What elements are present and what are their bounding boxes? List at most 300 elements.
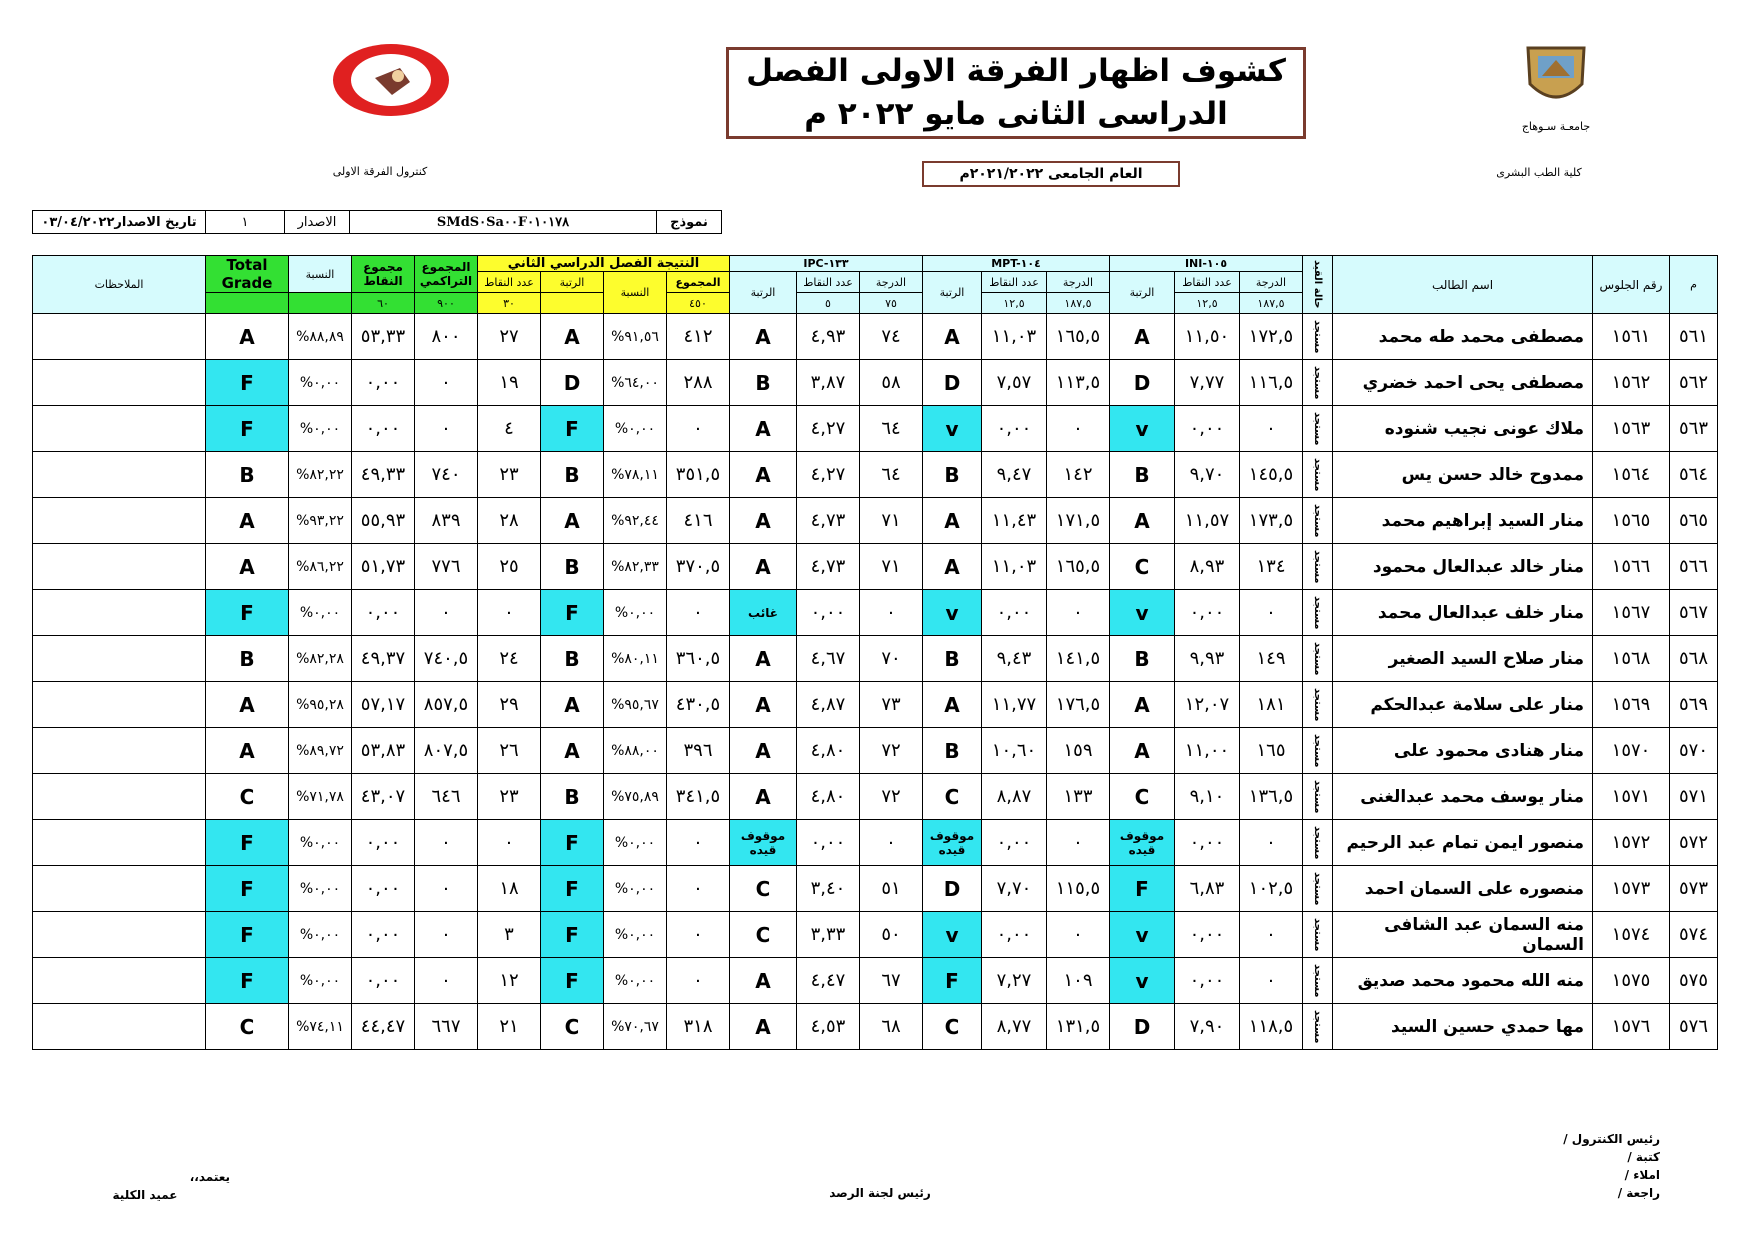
ini-rank-cell: F xyxy=(1110,866,1175,912)
mpt-degree-cell: ١٣١,٥ xyxy=(1047,1004,1110,1050)
ini-points-cell: ١١,٠٠ xyxy=(1175,728,1240,774)
mpt-points-cell: ٧,٥٧ xyxy=(982,360,1047,406)
sem-points-cell: ١٢ xyxy=(478,958,541,1004)
ipc-rank-cell: A xyxy=(730,498,797,544)
mpt-points-cell: ٩,٤٣ xyxy=(982,636,1047,682)
table-row xyxy=(33,1004,1718,1050)
sem-total-cell: ٣٧٠,٥ xyxy=(667,544,730,590)
points-total-cell: ٥٧,١٧ xyxy=(352,682,415,728)
mpt-degree-cell: ١٧١,٥ xyxy=(1047,498,1110,544)
sem-percent-cell: %٧٥,٨٩ xyxy=(604,774,667,820)
ini-degree-cell: ١٤٩ xyxy=(1240,636,1303,682)
points-total-cell: ٥٣,٣٣ xyxy=(352,314,415,360)
status-cell: مستجد xyxy=(1303,452,1333,498)
ipc-rank-cell: A xyxy=(730,314,797,360)
model-code: SMdS٠Sa٠٠F٠١٠١٧٨ xyxy=(350,211,657,234)
ini-degree-cell: ١٣٤ xyxy=(1240,544,1303,590)
status-cell: مستجد xyxy=(1303,1004,1333,1050)
student-name-cell: مصطفى يحى احمد خضري xyxy=(1333,360,1593,406)
points-total-cell: ٠,٠٠ xyxy=(352,590,415,636)
ipc-rank-cell: A xyxy=(730,682,797,728)
ipc-points-cell: ٠,٠٠ xyxy=(797,590,860,636)
sem-points-cell: ٢٧ xyxy=(478,314,541,360)
col-ini-rank: الرتبة xyxy=(1110,272,1175,314)
mpt-points-cell: ٨,٨٧ xyxy=(982,774,1047,820)
total-grade-cell: A xyxy=(206,728,289,774)
sem-rank-cell: B xyxy=(541,452,604,498)
student-name-cell: منار خالد عبدالعال محمود xyxy=(1333,544,1593,590)
mpt-points-cell: ٨,٧٧ xyxy=(982,1004,1047,1050)
seat-number-cell: ١٥٧٥ xyxy=(1593,958,1670,1004)
col-sem-rank: الرتبة xyxy=(541,272,604,293)
col-ini-degree: الدرجة xyxy=(1240,272,1303,293)
points-total-cell: ٠,٠٠ xyxy=(352,912,415,958)
col-cumulative: المجموع التراكمي xyxy=(415,256,478,293)
notes-cell xyxy=(33,1004,206,1050)
ini-points-cell: ٠,٠٠ xyxy=(1175,406,1240,452)
seat-number-cell: ١٥٧٠ xyxy=(1593,728,1670,774)
col-ini-points: عدد النقاط xyxy=(1175,272,1240,293)
sem-points-cell: ٢٨ xyxy=(478,498,541,544)
mpt-rank-cell: D xyxy=(923,866,982,912)
total-grade-cell: F xyxy=(206,912,289,958)
col-status: حالة القيد xyxy=(1303,256,1333,314)
table-row xyxy=(33,590,1718,636)
col-ipc-degree: الدرجة xyxy=(860,272,923,293)
course-ini: INI-١٠٥ xyxy=(1110,256,1303,272)
serial-cell: ٥٦٧ xyxy=(1670,590,1718,636)
ini-rank-cell: A xyxy=(1110,314,1175,360)
sem-total-cell: ٣١٨ xyxy=(667,1004,730,1050)
title-line-1: كشوف اظهار الفرقة الاولى الفصل xyxy=(746,53,1286,89)
mpt-rank-cell: D xyxy=(923,360,982,406)
edition-label: الاصدار xyxy=(285,211,350,234)
notes-cell xyxy=(33,774,206,820)
sem-total-cell: ٣٤١,٥ xyxy=(667,774,730,820)
seat-number-cell: ١٥٦١ xyxy=(1593,314,1670,360)
serial-cell: ٥٦٢ xyxy=(1670,360,1718,406)
mpt-points-cell: ١١,٧٧ xyxy=(982,682,1047,728)
mpt-degree-cell: ٠ xyxy=(1047,590,1110,636)
total-grade-cell: A xyxy=(206,314,289,360)
seat-number-cell: ١٥٦٨ xyxy=(1593,636,1670,682)
ipc-degree-cell: ٦٧ xyxy=(860,958,923,1004)
ipc-points-cell: ٤,٢٧ xyxy=(797,406,860,452)
ipc-degree-cell: ٥٠ xyxy=(860,912,923,958)
sem-points-cell: ٢٩ xyxy=(478,682,541,728)
sem-rank-cell: F xyxy=(541,912,604,958)
serial-cell: ٥٧٥ xyxy=(1670,958,1718,1004)
sem-points-cell: ٢١ xyxy=(478,1004,541,1050)
sem-rank-cell: C xyxy=(541,1004,604,1050)
points-total-cell: ٠,٠٠ xyxy=(352,406,415,452)
ipc-rank-cell: A xyxy=(730,958,797,1004)
sem-total-cell: ٤١٢ xyxy=(667,314,730,360)
points-total-cell: ٥٣,٨٣ xyxy=(352,728,415,774)
points-total-cell: ٤٩,٣٧ xyxy=(352,636,415,682)
ipc-rank-cell: A xyxy=(730,1004,797,1050)
col-sem-total: المجموع xyxy=(667,272,730,293)
cumulative-cell: ٨٠٧,٥ xyxy=(415,728,478,774)
final-percent-cell: %٨٢,٢٢ xyxy=(289,452,352,498)
ini-points-cell: ٠,٠٠ xyxy=(1175,590,1240,636)
status-cell: مستجد xyxy=(1303,360,1333,406)
mpt-rank-cell: B xyxy=(923,728,982,774)
course-ipc: IPC-١٣٣ xyxy=(730,256,923,272)
ini-degree-cell: ٠ xyxy=(1240,590,1303,636)
student-name-cell: منه السمان عبد الشافى السمان xyxy=(1333,912,1593,958)
ipc-rank-cell: A xyxy=(730,774,797,820)
serial-cell: ٥٧٢ xyxy=(1670,820,1718,866)
status-cell: مستجد xyxy=(1303,314,1333,360)
sem-percent-cell: %٨٢,٣٣ xyxy=(604,544,667,590)
ini-points-cell: ٩,٧٠ xyxy=(1175,452,1240,498)
ini-rank-cell: v xyxy=(1110,958,1175,1004)
sem-percent-cell: %٠,٠٠ xyxy=(604,958,667,1004)
ini-points-cell: ٠,٠٠ xyxy=(1175,912,1240,958)
final-percent-cell: %٨٢,٢٨ xyxy=(289,636,352,682)
mpt-points-cell: ١١,٠٣ xyxy=(982,314,1047,360)
student-name-cell: منار هنادى محمود على xyxy=(1333,728,1593,774)
final-percent-cell: %٧٤,١١ xyxy=(289,1004,352,1050)
ipc-degree-cell: ٥١ xyxy=(860,866,923,912)
max-percent xyxy=(289,293,352,314)
model-label: نموذج xyxy=(657,211,722,234)
control-logo xyxy=(330,40,452,118)
max-sem-rank xyxy=(541,293,604,314)
col-mpt-rank: الرتبة xyxy=(923,272,982,314)
seat-number-cell: ١٥٦٩ xyxy=(1593,682,1670,728)
ini-points-cell: ١١,٥٧ xyxy=(1175,498,1240,544)
table-row xyxy=(33,820,1718,866)
ipc-rank-cell: A xyxy=(730,452,797,498)
ini-degree-cell: ١٧٣,٥ xyxy=(1240,498,1303,544)
table-row xyxy=(33,544,1718,590)
ipc-rank-cell: C xyxy=(730,912,797,958)
ini-rank-cell: A xyxy=(1110,682,1175,728)
sem-rank-cell: B xyxy=(541,636,604,682)
ini-rank-cell: A xyxy=(1110,498,1175,544)
sem-total-cell: ٣٦٠,٥ xyxy=(667,636,730,682)
cumulative-cell: ٨٥٧,٥ xyxy=(415,682,478,728)
mpt-rank-cell: A xyxy=(923,498,982,544)
serial-cell: ٥٦٨ xyxy=(1670,636,1718,682)
points-total-cell: ٠,٠٠ xyxy=(352,820,415,866)
final-percent-cell: %٠,٠٠ xyxy=(289,958,352,1004)
sem-percent-cell: %٠,٠٠ xyxy=(604,866,667,912)
ini-points-cell: ٦,٨٣ xyxy=(1175,866,1240,912)
max-cumulative: ٩٠٠ xyxy=(415,293,478,314)
notes-cell xyxy=(33,314,206,360)
sem-rank-cell: F xyxy=(541,866,604,912)
max-points-total: ٦٠ xyxy=(352,293,415,314)
mpt-rank-cell: v xyxy=(923,912,982,958)
col-serial: م xyxy=(1670,256,1718,314)
ipc-degree-cell: ٧٤ xyxy=(860,314,923,360)
cumulative-cell: ٠ xyxy=(415,360,478,406)
reference-table xyxy=(32,210,722,234)
seat-number-cell: ١٥٧٣ xyxy=(1593,866,1670,912)
ini-degree-cell: ٠ xyxy=(1240,958,1303,1004)
total-grade-cell: F xyxy=(206,958,289,1004)
notes-cell xyxy=(33,498,206,544)
ipc-points-cell: ٤,٨٠ xyxy=(797,728,860,774)
max-grade xyxy=(206,293,289,314)
ipc-points-cell: ٠,٠٠ xyxy=(797,820,860,866)
sem-rank-cell: A xyxy=(541,682,604,728)
student-name-cell: منار السيد إبراهيم محمد xyxy=(1333,498,1593,544)
title-box xyxy=(726,47,1306,139)
mpt-rank-cell: A xyxy=(923,314,982,360)
cumulative-cell: ٦٦٧ xyxy=(415,1004,478,1050)
sem-total-cell: ٠ xyxy=(667,590,730,636)
ipc-degree-cell: ٥٨ xyxy=(860,360,923,406)
mpt-points-cell: ١٠,٦٠ xyxy=(982,728,1047,774)
table-row xyxy=(33,912,1718,958)
sem-percent-cell: %٩١,٥٦ xyxy=(604,314,667,360)
sem-rank-cell: D xyxy=(541,360,604,406)
sem-percent-cell: %٨٨,٠٠ xyxy=(604,728,667,774)
ipc-points-cell: ٤,٨٧ xyxy=(797,682,860,728)
sem-percent-cell: %٠,٠٠ xyxy=(604,590,667,636)
ipc-degree-cell: ٦٨ xyxy=(860,1004,923,1050)
ini-degree-cell: ١٣٦,٥ xyxy=(1240,774,1303,820)
serial-cell: ٥٧٦ xyxy=(1670,1004,1718,1050)
final-percent-cell: %٩٥,٢٨ xyxy=(289,682,352,728)
notes-cell xyxy=(33,590,206,636)
ipc-points-cell: ٤,٦٧ xyxy=(797,636,860,682)
total-grade-cell: C xyxy=(206,1004,289,1050)
notes-cell xyxy=(33,728,206,774)
cumulative-cell: ٨٣٩ xyxy=(415,498,478,544)
ini-degree-cell: ٠ xyxy=(1240,912,1303,958)
sem-total-cell: ٢٨٨ xyxy=(667,360,730,406)
max-ipc-points: ٥ xyxy=(797,293,860,314)
final-percent-cell: %٠,٠٠ xyxy=(289,820,352,866)
mpt-degree-cell: ١٥٩ xyxy=(1047,728,1110,774)
serial-cell: ٥٦٥ xyxy=(1670,498,1718,544)
total-grade-cell: F xyxy=(206,360,289,406)
ipc-points-cell: ٣,٨٧ xyxy=(797,360,860,406)
ini-degree-cell: ١٨١ xyxy=(1240,682,1303,728)
sem-points-cell: ١٨ xyxy=(478,866,541,912)
max-sem-points: ٣٠ xyxy=(478,293,541,314)
mpt-degree-cell: ١٤٢ xyxy=(1047,452,1110,498)
student-name-cell: منصور ايمن تمام عبد الرحيم xyxy=(1333,820,1593,866)
sem-total-cell: ٤١٦ xyxy=(667,498,730,544)
sem-rank-cell: A xyxy=(541,314,604,360)
mpt-points-cell: ٠,٠٠ xyxy=(982,590,1047,636)
table-row xyxy=(33,406,1718,452)
seat-number-cell: ١٥٧٤ xyxy=(1593,912,1670,958)
ini-degree-cell: ١٧٢,٥ xyxy=(1240,314,1303,360)
ini-points-cell: ١١,٥٠ xyxy=(1175,314,1240,360)
status-cell: مستجد xyxy=(1303,406,1333,452)
mpt-rank-cell: A xyxy=(923,682,982,728)
final-percent-cell: %٧١,٧٨ xyxy=(289,774,352,820)
ipc-rank-cell: موقوف قيده xyxy=(730,820,797,866)
ini-points-cell: ٩,١٠ xyxy=(1175,774,1240,820)
edition-value: ١ xyxy=(206,211,285,234)
table-row xyxy=(33,452,1718,498)
ipc-degree-cell: ٧٢ xyxy=(860,728,923,774)
student-name-cell: ممدوح خالد حسن يس xyxy=(1333,452,1593,498)
cumulative-cell: ٠ xyxy=(415,820,478,866)
mpt-rank-cell: A xyxy=(923,544,982,590)
sem-points-cell: ٠ xyxy=(478,820,541,866)
status-cell: مستجد xyxy=(1303,912,1333,958)
mpt-rank-cell: B xyxy=(923,636,982,682)
ini-rank-cell: A xyxy=(1110,728,1175,774)
col-percent-final: النسبة xyxy=(289,256,352,293)
sem-rank-cell: B xyxy=(541,774,604,820)
ini-rank-cell: D xyxy=(1110,360,1175,406)
mpt-degree-cell: ١٧٦,٥ xyxy=(1047,682,1110,728)
serial-cell: ٥٧٠ xyxy=(1670,728,1718,774)
notes-cell xyxy=(33,452,206,498)
cumulative-cell: ٧٤٠,٥ xyxy=(415,636,478,682)
ini-rank-cell: v xyxy=(1110,912,1175,958)
ini-degree-cell: ١١٨,٥ xyxy=(1240,1004,1303,1050)
status-cell: مستجد xyxy=(1303,544,1333,590)
status-cell: مستجد xyxy=(1303,636,1333,682)
approved-label: يعتمد،، xyxy=(189,1170,230,1184)
ipc-rank-cell: A xyxy=(730,406,797,452)
points-total-cell: ٤٣,٠٧ xyxy=(352,774,415,820)
cumulative-cell: ٠ xyxy=(415,406,478,452)
total-grade-cell: F xyxy=(206,406,289,452)
mpt-points-cell: ٩,٤٧ xyxy=(982,452,1047,498)
student-name-cell: مصطفى محمد طه محمد xyxy=(1333,314,1593,360)
mpt-points-cell: ٧,٧٠ xyxy=(982,866,1047,912)
status-cell: مستجد xyxy=(1303,590,1333,636)
ini-rank-cell: v xyxy=(1110,406,1175,452)
mpt-degree-cell: ٠ xyxy=(1047,820,1110,866)
mpt-rank-cell: v xyxy=(923,590,982,636)
mpt-degree-cell: ١٤١,٥ xyxy=(1047,636,1110,682)
ipc-rank-cell: A xyxy=(730,636,797,682)
notes-cell xyxy=(33,912,206,958)
ini-degree-cell: ١٦٥ xyxy=(1240,728,1303,774)
total-grade-cell: F xyxy=(206,866,289,912)
sem-percent-cell: %٨٠,١١ xyxy=(604,636,667,682)
ini-points-cell: ٠,٠٠ xyxy=(1175,958,1240,1004)
sem-points-cell: ٣ xyxy=(478,912,541,958)
final-percent-cell: %٩٣,٢٢ xyxy=(289,498,352,544)
table-row xyxy=(33,636,1718,682)
notes-cell xyxy=(33,682,206,728)
table-row xyxy=(33,360,1718,406)
sem-percent-cell: %٠,٠٠ xyxy=(604,406,667,452)
final-percent-cell: %٠,٠٠ xyxy=(289,866,352,912)
points-total-cell: ٠,٠٠ xyxy=(352,360,415,406)
cumulative-cell: ٧٤٠ xyxy=(415,452,478,498)
status-cell: مستجد xyxy=(1303,682,1333,728)
sem-points-cell: ٤ xyxy=(478,406,541,452)
ipc-rank-cell: B xyxy=(730,360,797,406)
notes-cell xyxy=(33,958,206,1004)
notes-cell xyxy=(33,360,206,406)
dictation-label: املاء / xyxy=(1624,1168,1660,1182)
table-row xyxy=(33,314,1718,360)
cumulative-cell: ٦٤٦ xyxy=(415,774,478,820)
total-grade-cell: A xyxy=(206,682,289,728)
table-row xyxy=(33,498,1718,544)
points-total-cell: ٠,٠٠ xyxy=(352,866,415,912)
sem-points-cell: ١٩ xyxy=(478,360,541,406)
control-head-label: رئيس الكنترول / xyxy=(1563,1132,1660,1146)
ini-degree-cell: ٠ xyxy=(1240,406,1303,452)
mpt-degree-cell: ١٣٣ xyxy=(1047,774,1110,820)
ini-rank-cell: C xyxy=(1110,774,1175,820)
sem-points-cell: ٢٤ xyxy=(478,636,541,682)
serial-cell: ٥٦٤ xyxy=(1670,452,1718,498)
total-grade-cell: C xyxy=(206,774,289,820)
sem-rank-cell: A xyxy=(541,498,604,544)
seat-number-cell: ١٥٧٦ xyxy=(1593,1004,1670,1050)
cumulative-cell: ٠ xyxy=(415,590,478,636)
review-label: راجعة / xyxy=(1617,1186,1660,1200)
sem-percent-cell: %٠,٠٠ xyxy=(604,912,667,958)
ini-rank-cell: C xyxy=(1110,544,1175,590)
ipc-points-cell: ٤,٢٧ xyxy=(797,452,860,498)
sem-rank-cell: F xyxy=(541,958,604,1004)
sem-total-cell: ٠ xyxy=(667,820,730,866)
mpt-degree-cell: ١٠٩ xyxy=(1047,958,1110,1004)
seat-number-cell: ١٥٦٤ xyxy=(1593,452,1670,498)
seat-number-cell: ١٥٦٧ xyxy=(1593,590,1670,636)
col-name: اسم الطالب xyxy=(1333,256,1593,314)
ini-rank-cell: D xyxy=(1110,1004,1175,1050)
ipc-degree-cell: ٦٤ xyxy=(860,406,923,452)
academic-year: العام الجامعى ٢٠٢١/٢٠٢٢م xyxy=(922,161,1180,187)
mpt-points-cell: ١١,٤٣ xyxy=(982,498,1047,544)
col-sem-points: عدد النقاط xyxy=(478,272,541,293)
total-grade-cell: F xyxy=(206,590,289,636)
status-cell: مستجد xyxy=(1303,866,1333,912)
course-mpt: MPT-١٠٤ xyxy=(923,256,1110,272)
ini-rank-cell: موقوف قيده xyxy=(1110,820,1175,866)
ipc-points-cell: ٤,٧٣ xyxy=(797,498,860,544)
cumulative-cell: ٧٧٦ xyxy=(415,544,478,590)
seat-number-cell: ١٥٦٢ xyxy=(1593,360,1670,406)
mpt-points-cell: ١١,٠٣ xyxy=(982,544,1047,590)
sem-percent-cell: %٩٥,٦٧ xyxy=(604,682,667,728)
total-grade-cell: F xyxy=(206,820,289,866)
serial-cell: ٥٧٤ xyxy=(1670,912,1718,958)
sem-rank-cell: F xyxy=(541,590,604,636)
col-mpt-degree: الدرجة xyxy=(1047,272,1110,293)
ipc-points-cell: ٤,٤٧ xyxy=(797,958,860,1004)
student-name-cell: منار خلف عبدالعال محمد xyxy=(1333,590,1593,636)
total-grade-cell: A xyxy=(206,498,289,544)
ini-degree-cell: ١٠٢,٥ xyxy=(1240,866,1303,912)
seat-number-cell: ١٥٦٣ xyxy=(1593,406,1670,452)
status-cell: مستجد xyxy=(1303,498,1333,544)
max-ipc-degree: ٧٥ xyxy=(860,293,923,314)
ini-points-cell: ٨,٩٣ xyxy=(1175,544,1240,590)
ipc-degree-cell: ٧١ xyxy=(860,498,923,544)
ini-points-cell: ١٢,٠٧ xyxy=(1175,682,1240,728)
cumulative-cell: ٠ xyxy=(415,958,478,1004)
ini-points-cell: ٧,٩٠ xyxy=(1175,1004,1240,1050)
points-total-cell: ٠,٠٠ xyxy=(352,958,415,1004)
mpt-degree-cell: ١٦٥,٥ xyxy=(1047,314,1110,360)
faculty-name: كلية الطب البشرى xyxy=(1496,166,1582,179)
sem-total-cell: ٠ xyxy=(667,912,730,958)
final-percent-cell: %٠,٠٠ xyxy=(289,590,352,636)
mpt-points-cell: ٠,٠٠ xyxy=(982,820,1047,866)
